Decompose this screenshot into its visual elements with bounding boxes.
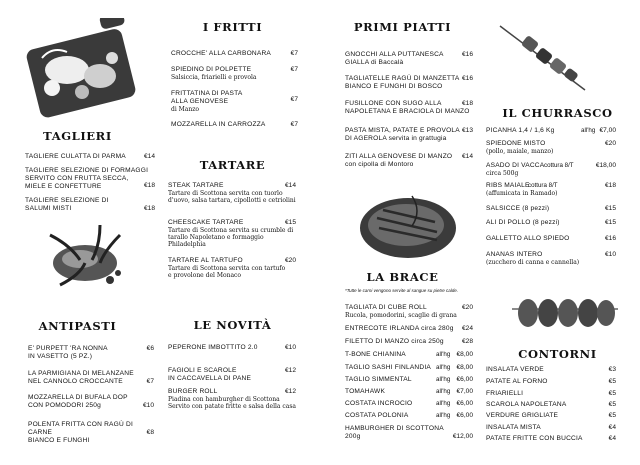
item-price-unit: cottura 8/T (528, 182, 558, 189)
menu-item (345, 153, 473, 169)
item-name: STEAK TARTARE (168, 182, 224, 189)
item-name: COSTATA POLONIA (345, 412, 409, 419)
menu-item (28, 421, 154, 444)
item-price: €14 (284, 182, 296, 189)
item-price: €16 (461, 51, 473, 58)
item-price: €18 (143, 182, 155, 189)
item-name: CHEESCAKE TARTARE (168, 219, 244, 226)
section-title-fritti: I FRITTI (202, 20, 263, 34)
item-name: TOMAHAWK (345, 388, 386, 395)
item-price: €7 (290, 96, 298, 103)
menu-item (345, 75, 473, 91)
menu-item (345, 338, 473, 346)
item-name: BURGER ROLL (168, 388, 218, 395)
section-title-novita: LE NOVITÀ (193, 318, 272, 332)
item-price: €12 (284, 367, 296, 374)
item-name: FUSILLONE CON SUGO ALLA NAPOLETANA E BRACIOLA DI MANZO (345, 100, 470, 115)
item-name: TAGLIATA DI CUBE ROLL (345, 304, 427, 311)
menu-item (345, 351, 473, 359)
item-name: ALI DI POLLO (8 pezzi) (486, 219, 560, 226)
item-name: TAGLIO SIMMENTAL (345, 376, 412, 383)
item-price: €8,00 (456, 351, 473, 358)
item-desc: Rucola, pomodorini, scaglie di grana (345, 311, 457, 319)
item-name: SPIEDINO DI POLPETTE (171, 66, 252, 73)
item-name: FRITTATINA DI PASTA ALLA GENOVESE (171, 90, 243, 105)
item-name: FILETTO DI MANZO circa 250g (345, 338, 444, 345)
menu-item (345, 425, 473, 441)
item-price: €18 (461, 100, 473, 107)
item-price: €7,00 (456, 388, 473, 395)
item-price-unit: all'hg (436, 400, 451, 407)
menu-item (486, 182, 616, 197)
item-price: €10 (142, 402, 154, 409)
menu-item (168, 182, 296, 204)
item-price: €16 (461, 75, 473, 82)
item-price: €18,00 (595, 162, 616, 169)
item-name: TARTARE AL TARTUFO (168, 257, 243, 264)
item-price: €12,00 (452, 433, 473, 440)
item-price: €4 (608, 435, 616, 442)
item-price: €14 (143, 153, 155, 160)
item-desc: (pollo, maiale, manzo) (486, 147, 554, 155)
item-price: €15 (604, 219, 616, 226)
item-price: €7,00 (599, 127, 616, 134)
brace-note: *Tutte le carni vengono servite al sangue su pietre calde. (345, 288, 458, 293)
section-title-churrasco: IL CHURRASCO (502, 106, 613, 120)
item-name: TAGLIERE SELEZIONE DI FORMAGGI SERVITO CON FRUTTA SECCA, MIELE E CONFETTURE (25, 167, 149, 190)
item-price: €15 (284, 219, 296, 226)
item-name: TAGLIO SASHI FINLANDIA (345, 364, 431, 371)
item-name: ANANAS INTERO (486, 251, 543, 258)
item-price: €8 (146, 429, 154, 436)
menu-item (28, 370, 154, 386)
item-price: €14 (461, 153, 473, 160)
item-name: E' PURPETT 'RA NONNA IN VASETTO (5 PZ.) (28, 345, 108, 360)
menu-item (486, 251, 616, 266)
item-name: PASTA MISTA, PATATE E PROVOLA DI AGEROLA servita in grattugia (345, 127, 460, 142)
menu-item (25, 153, 155, 161)
item-name: TAGLIATELLE RAGÙ DI MANZETTA BIANCO E FUNGHI DI BOSCO (345, 75, 460, 90)
item-price-unit: all'hg (436, 376, 451, 383)
menu-item (486, 412, 616, 420)
cutting-board-illustration (22, 18, 144, 118)
menu-item (345, 304, 473, 319)
item-price: €6,00 (456, 400, 473, 407)
item-price: €6,00 (456, 412, 473, 419)
menu-item (486, 435, 616, 443)
item-name: PEPERONE IMBOTTITO 2.0 (168, 344, 258, 351)
item-name: PICANHA 1,4 / 1,6 Kg (486, 127, 555, 134)
menu-item (345, 100, 473, 116)
item-name: LA PARMIGIANA DI MELANZANE NEL CANNOLO CROCCANTE (28, 370, 134, 385)
menu-item (345, 364, 473, 372)
menu-item (486, 378, 616, 386)
menu-item (486, 140, 616, 155)
item-price: €10 (604, 251, 616, 258)
item-name: POLENTA FRITTA CON RAGÙ DI CARNE BIANCO E FUNGHI (28, 421, 133, 444)
item-desc: (zucchero di canna e cannella) (486, 258, 580, 266)
item-name: SCAROLA NAPOLETANA (486, 401, 567, 408)
menu-item (345, 400, 473, 408)
menu-item (486, 219, 616, 227)
item-name: TAGLIERE SELEZIONE DI SALUMI MISTI (25, 197, 109, 212)
menu-item (345, 412, 473, 420)
item-price: €4 (608, 424, 616, 431)
menu-item (28, 394, 154, 410)
menu-item (25, 167, 155, 190)
section-title-taglieri: TAGLIERI (43, 129, 112, 143)
item-name: FAGIOLI E SCAROLE IN CACCAVELLA DI PANE (168, 367, 252, 382)
item-name: HAMBURGHER DI SCOTTONA 200g (345, 425, 444, 440)
item-name: COSTATA INCROCIO (345, 400, 413, 407)
item-name: SALSICCE (8 pezzi) (486, 205, 550, 212)
item-desc: (affumicata in Ramado) (486, 189, 558, 197)
skewer-illustration (495, 18, 590, 93)
item-price-unit: all'hg (436, 351, 451, 358)
sausages-illustration (510, 287, 620, 337)
item-price-unit: cottura 8/T (544, 162, 574, 169)
herbs-illustration (40, 215, 135, 300)
item-price: €20 (604, 140, 616, 147)
item-price: €7 (146, 378, 154, 385)
section-title-tartare: TARTARE (199, 158, 266, 172)
item-desc: circa 500g (486, 169, 519, 177)
item-desc: di Manzo (171, 105, 200, 113)
menu-item (28, 345, 154, 361)
section-title-brace: LA BRACE (366, 270, 439, 284)
section-title-contorni: CONTORNI (518, 347, 597, 361)
item-name: MOZZARELLA DI BUFALA DOP CON POMODORI 250g (28, 394, 128, 409)
menu-item (345, 388, 473, 396)
item-price: €5 (608, 378, 616, 385)
menu-item (486, 401, 616, 409)
item-name: ENTRECOTE IRLANDA circa 280g (345, 325, 454, 332)
item-name: RIBS MAIALE (486, 182, 530, 189)
menu-item (168, 219, 296, 248)
item-price: €20 (284, 257, 296, 264)
item-price: €10 (284, 344, 296, 351)
item-name: TAGLIERE CULATTA DI PARMA (25, 153, 126, 160)
item-name: PATATE FRITTE CON BUCCIA (486, 435, 583, 442)
item-price: €20 (461, 304, 473, 311)
item-name: MOZZARELLA IN CARROZZA (171, 121, 266, 128)
item-name: SPIEDONE MISTO (486, 140, 546, 147)
item-price: €8,00 (456, 364, 473, 371)
item-price: €18 (604, 182, 616, 189)
menu-item (168, 388, 296, 410)
item-name: INSALATA MISTA (486, 424, 541, 431)
item-name: VERDURE GRIGLIATE (486, 412, 559, 419)
menu-item (345, 51, 473, 67)
menu-item (168, 367, 296, 383)
item-price: €6,00 (456, 376, 473, 383)
section-title-antipasti: ANTIPASTI (38, 319, 117, 333)
item-price: €6 (146, 345, 154, 352)
menu-item (486, 127, 616, 135)
item-price-unit: all'hg (436, 364, 451, 371)
item-desc: Tartare di Scottona servita con tartufo e provolone del Monaco (168, 264, 286, 279)
menu-item (168, 344, 296, 352)
item-price: €7 (290, 66, 298, 73)
menu-item (171, 66, 298, 81)
menu-item (486, 162, 616, 177)
item-price: €15 (604, 205, 616, 212)
menu-item (171, 50, 298, 58)
item-desc: Piadina con hamburgher di Scottona Servito con patate fritte e salsa della casa (168, 395, 296, 410)
item-price-unit: all'hg (581, 127, 596, 134)
menu-item (25, 197, 155, 213)
item-name: GNOCCHI ALLA PUTTANESCA GIALLA di Baccalà (345, 51, 444, 66)
item-desc: Tartare di Scottona servita con tuorlo d'uovo, salsa tartara, cipollotti e cetriolini (168, 189, 296, 204)
menu-item (486, 366, 616, 374)
item-price: €5 (608, 412, 616, 419)
item-name: PATATE AL FORNO (486, 378, 548, 385)
item-price-unit: all'hg (436, 412, 451, 419)
menu-item (168, 257, 296, 279)
menu-item (345, 127, 473, 143)
item-price: €3 (608, 366, 616, 373)
item-price: €13 (461, 127, 473, 134)
item-price: €16 (604, 235, 616, 242)
item-name: FRIARIELLI (486, 390, 524, 397)
item-price-unit: all'hg (436, 388, 451, 395)
item-name: T-BONE CHIANINA (345, 351, 406, 358)
item-desc: Tartare di Scottona servita su crumble di tarallo Napoletano e formaggio Philadelphia (168, 226, 294, 248)
item-price: €28 (461, 338, 473, 345)
item-price: €24 (461, 325, 473, 332)
menu-item (486, 390, 616, 398)
item-price: €5 (608, 401, 616, 408)
menu-item (171, 90, 298, 113)
menu-item (345, 325, 473, 333)
menu-item (171, 121, 298, 129)
item-price: €18 (143, 205, 155, 212)
item-price: €5 (608, 390, 616, 397)
section-title-primi: PRIMI PIATTI (353, 20, 452, 34)
item-name: INSALATA VERDE (486, 366, 544, 373)
item-price: €7 (290, 121, 298, 128)
item-price: €7 (290, 50, 298, 57)
menu-item (486, 235, 616, 243)
item-name: ZITI ALLA GENOVESE DI MANZO con cipolla di Montoro (345, 153, 453, 168)
menu-item (345, 376, 473, 384)
menu-item (486, 205, 616, 213)
item-desc: Salsiccia, friarielli e provola (171, 73, 257, 81)
item-name: ASADO DI VACCA (486, 162, 545, 169)
menu-item (486, 424, 616, 432)
item-name: GALLETTO ALLO SPIEDO (486, 235, 570, 242)
steak-illustration (357, 188, 459, 263)
item-name: CROCCHE' ALLA CARBONARA (171, 50, 272, 57)
item-price: €12 (284, 388, 296, 395)
